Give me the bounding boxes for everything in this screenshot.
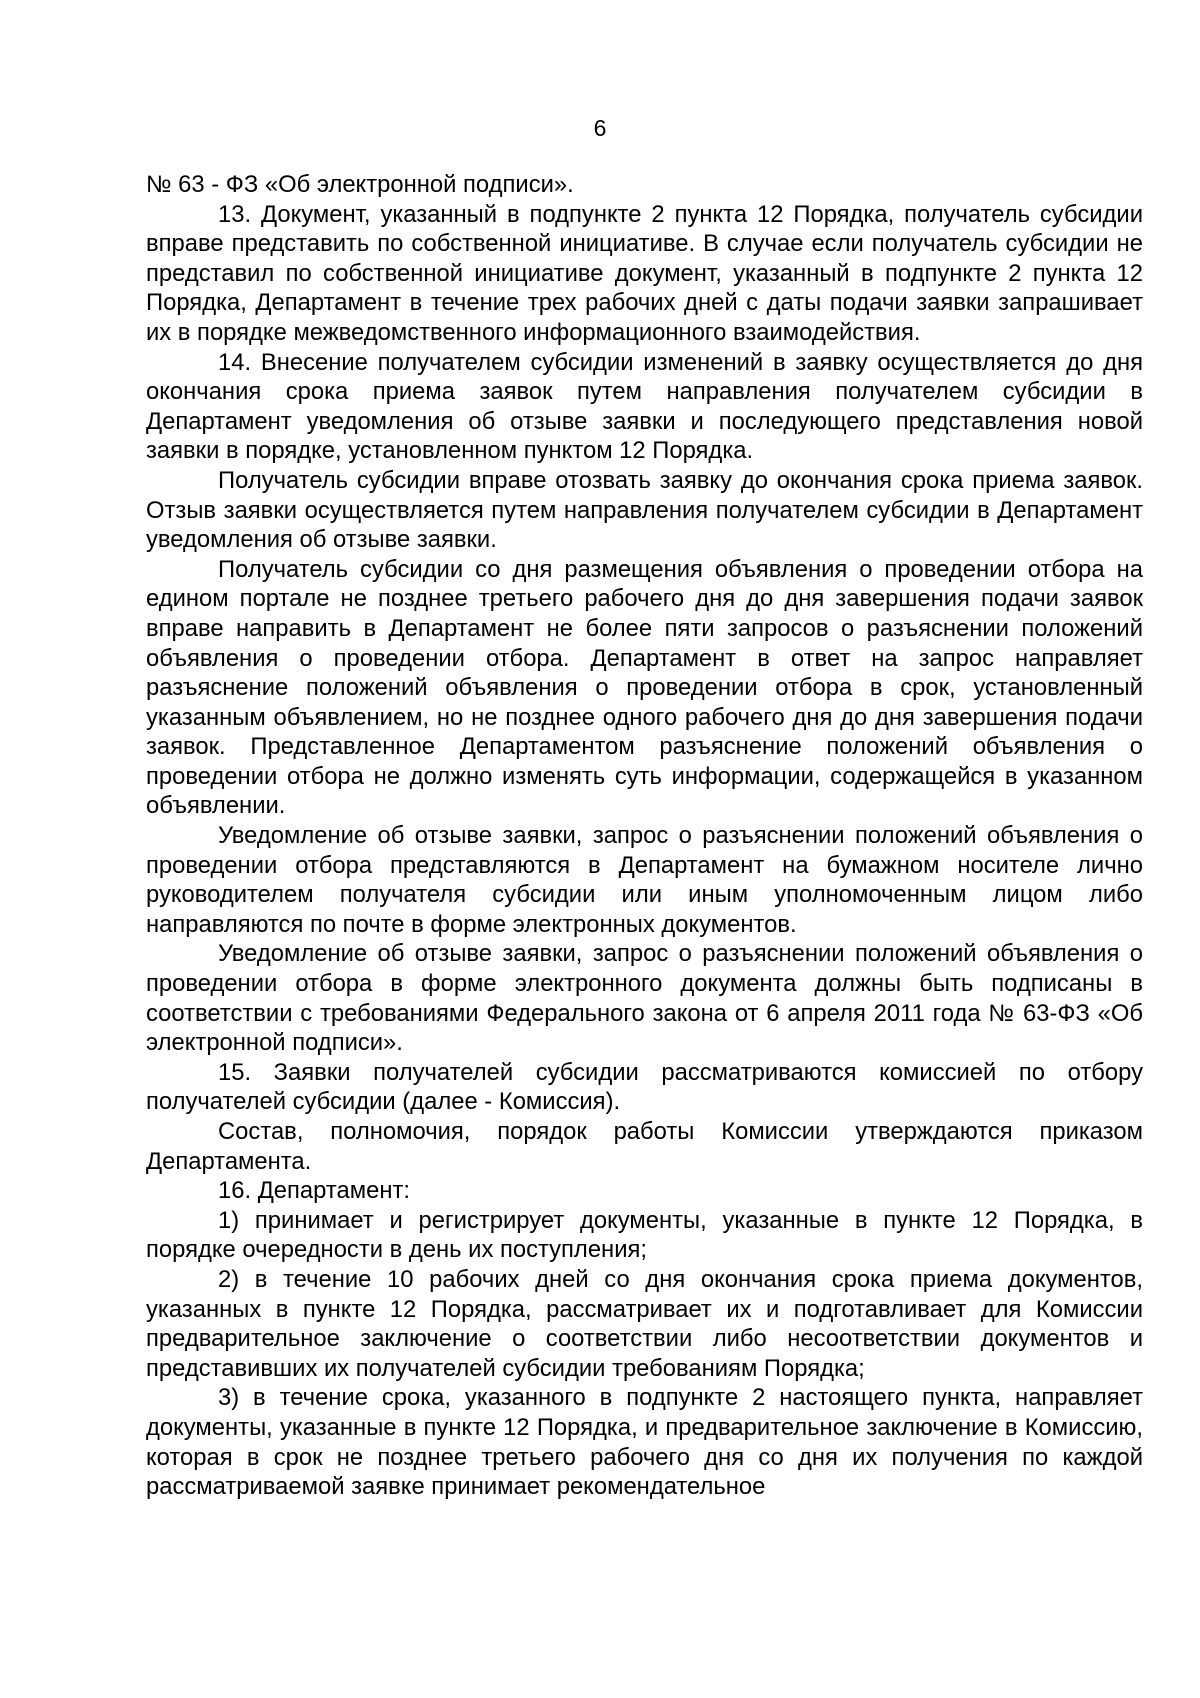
paragraph-submission-method: Уведомление об отзыве заявки, запрос о разъяснении положений объявления о проведении отбора представляются в Департамент на бумажном носителе лично руководителем получателя субсидии или иным уполномоченным лицом либо направляются по почте в форме электронных документов. (146, 822, 1143, 938)
paragraph-continuation: № 63 - ФЗ «Об электронной подписи». (146, 171, 574, 198)
paragraph-item-16-1: 1) принимает и регистрирует документы, указанные в пункте 12 Порядка, в порядке очередности в день их поступления; (146, 1206, 1143, 1264)
paragraph-item-16-2: 2) в течение 10 рабочих дней со дня окончания срока приема документов, указанных в пункте 12 Порядка, рассматривает их и подготавливает для Комиссии предварительное заключение о соответствии либо несоответствии документов и представивших их получателей субсидии требованиям Порядка; (146, 1265, 1143, 1382)
paragraph-item-16: 16. Департамент: (218, 1177, 410, 1205)
paragraph-item-13: 13. Документ, указанный в подпункте 2 пункта 12 Порядка, получатель субсидии вправе представить по собственной инициативе. В случае если получатель субсидии не представил по собственной инициативе документ, указанный в подпункте 2 пункта 12 Порядка, Департамент в течение трех рабочих дней с даты подачи заявки запрашивает их в порядке межведомственного информационного взаимодействия. (146, 200, 1143, 346)
paragraph-electronic-signature: Уведомление об отзыве заявки, запрос о разъяснении положений объявления о проведении отбора в форме электронного документа должны быть подписаны в соответствии с требованиями Федерального закона от 6 апреля 2011 года № 63-ФЗ «Об электронной подписи». (146, 940, 1143, 1057)
paragraph-item-15: 15. Заявки получателей субсидии рассматриваются комиссией по отбору получателей субсидии (далее - Комиссия). (146, 1058, 1143, 1116)
paragraph-item-14: 14. Внесение получателем субсидии изменений в заявку осуществляется до дня окончания срока приема заявок путем направления получателем субсидии в Департамент уведомления об отзыве заявки и последующего представления новой заявки в порядке, установленном пунктом 12 Порядка. (146, 348, 1143, 465)
paragraph-withdraw-application: Получатель субсидии вправе отозвать заявку до окончания срока приема заявок. Отзыв заявки осуществляется путем направления получателем субсидии в Департамент уведомления об отзыве заявки. (146, 466, 1143, 554)
paragraph-commission-composition: Состав, полномочия, порядок работы Комиссии утверждаются приказом Департамента. (146, 1118, 1143, 1175)
page-number: 6 (593, 115, 607, 141)
paragraph-clarification-requests: Получатель субсидии со дня размещения объявления о проведении отбора на едином портале не позднее третьего рабочего дня до дня завершения подачи заявок вправе направить в Департамент не более пяти запросов о разъяснении положений объявления о проведении отбора. Департамент в ответ на запрос направляет разъяснение положений объявления о проведении отбора в срок, установленный указанным объявлением, но не позднее одного рабочего дня до дня завершения подачи заявок. Представленное Департаментом разъяснение положений объявления о проведении отбора не должно изменять суть информации, содержащейся в указанном объявлении. (146, 555, 1143, 820)
document-body (146, 170, 1143, 1502)
paragraph-item-16-3: 3) в течение срока, указанного в подпункте 2 настоящего пункта, направляет документы, указанные в пункте 12 Порядка, и предварительное заключение в Комиссию, которая в срок не позднее третьего рабочего дня со дня их получения по каждой рассматриваемой заявке принимает рекомендательное (146, 1384, 1143, 1501)
